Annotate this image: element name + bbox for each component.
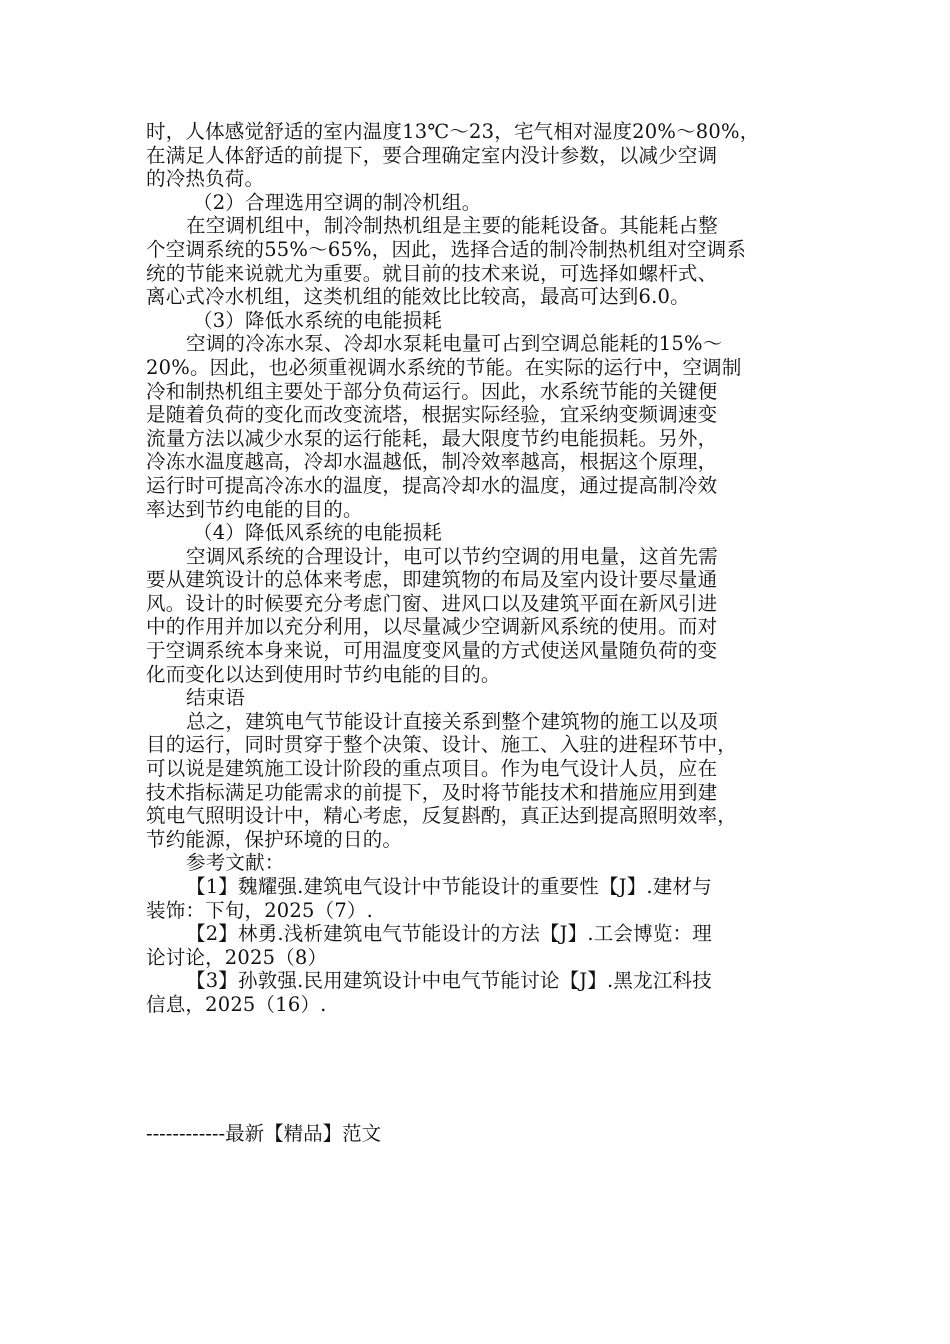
text-line: 率达到节约电能的目的。	[146, 497, 363, 521]
text-line: 参考文献：	[186, 851, 285, 875]
text-line: 总之，建筑电气节能设计直接关系到整个建筑物的施工以及项	[186, 709, 718, 733]
text-line: （4）降低风系统的电能损耗	[193, 521, 443, 545]
text-line: 【3】孙敦强.民用建筑设计中电气节能讨论【J】.黑龙江科技	[186, 969, 712, 993]
text-line: 要从建筑设计的总体来考虑，即建筑物的布局及室内设计要尽量通	[146, 568, 718, 592]
text-line: （2）合理选用空调的制冷机组。	[193, 190, 482, 214]
text-line: 时，人体感觉舒适的室内温度13℃～23，宅气相对湿度20%～80%，	[146, 120, 760, 143]
text-line: 筑电气照明设计中，精心考虑，反复斟酌，真正达到提高照明效率，	[146, 804, 738, 828]
text-line: 在满足人体舒适的前提下，要合理确定室内没计参数，以减少空调	[146, 143, 718, 167]
text-line: 于空调系统本身来说，可用温度变风量的方式使送风量随负荷的变	[146, 639, 718, 663]
text-line: 运行时可提高冷冻水的温度，提高冷却水的温度，通过提高制冷效	[146, 473, 718, 497]
text-line: 风。设计的时候要充分考虑门窗、进风口以及建筑平面在新风引进	[146, 591, 718, 615]
text-line: 冷和制热机组主要处于部分负荷运行。因此，水系统节能的关键便	[146, 379, 718, 403]
text-line: 空调风系统的合理设计，电可以节约空调的用电量，这首先需	[186, 544, 718, 568]
text-line: 空调的冷冻水泵、冷却水泵耗电量可占到空调总能耗的15%～	[186, 332, 723, 356]
text-line: 冷冻水温度越高，冷却水温越低，制冷效率越高，根据这个原理，	[146, 450, 718, 474]
text-line: 化而变化以达到使用时节约电能的目的。	[146, 662, 501, 686]
text-line: 装饰：下旬，2025（7）.	[146, 898, 374, 922]
text-line: 统的节能来说就尤为重要。就目前的技术来说，可选择如螺杆式、	[146, 261, 718, 285]
text-line: 技术指标满足功能需求的前提下，及时将节能技术和措施应用到建	[146, 780, 718, 804]
document-body	[146, 120, 806, 1017]
text-line: 在空调机组中，制冷制热机组是主要的能耗设备。其能耗占整	[186, 214, 718, 238]
text-line: 目的运行，同时贯穿于整个决策、设计、施工、入驻的进程环节中，	[146, 733, 738, 757]
text-line: 可以说是建筑施工设计阶段的重点项目。作为电气设计人员，应在	[146, 757, 718, 781]
text-line: 结束语	[186, 686, 246, 710]
text-line: 是随着负荷的变化而改变流塔，根据实际经验，宜采纳变频调速变	[146, 403, 718, 427]
text-line: 20%。因此，也必须重视调水系统的节能。在实际的运行中，空调制	[146, 355, 742, 379]
text-line: 节约能源，保护环境的日的。	[146, 827, 403, 851]
text-line: （3）降低水系统的电能损耗	[193, 308, 443, 332]
text-line: 离心式冷水机组，这类机组的能效比比较高，最高可达到6.0。	[146, 285, 690, 309]
text-line: 的冷热负荷。	[146, 167, 265, 191]
text-line: 流量方法以减少水泵的运行能耗，最大限度节约电能损耗。另外，	[146, 426, 718, 450]
text-line: 【1】魏耀强.建筑电气设计中节能设计的重要性【J】.建材与	[186, 875, 712, 898]
text-line: 信息，2025（16）.	[146, 992, 327, 1016]
footer-watermark: ------------最新【精品】范文	[146, 1122, 382, 1145]
text-line: 个空调系统的55%～65%，因此，选择合适的制冷制热机组对空调系	[146, 237, 747, 261]
text-line: 论讨论，2025（8）	[146, 945, 328, 969]
text-line: 【2】林勇.浅析建筑电气节能设计的方法【J】.工会博览：理	[186, 922, 712, 946]
text-line: 中的作用并加以充分利用，以尽量减少空调新风系统的使用。而对	[146, 615, 718, 639]
